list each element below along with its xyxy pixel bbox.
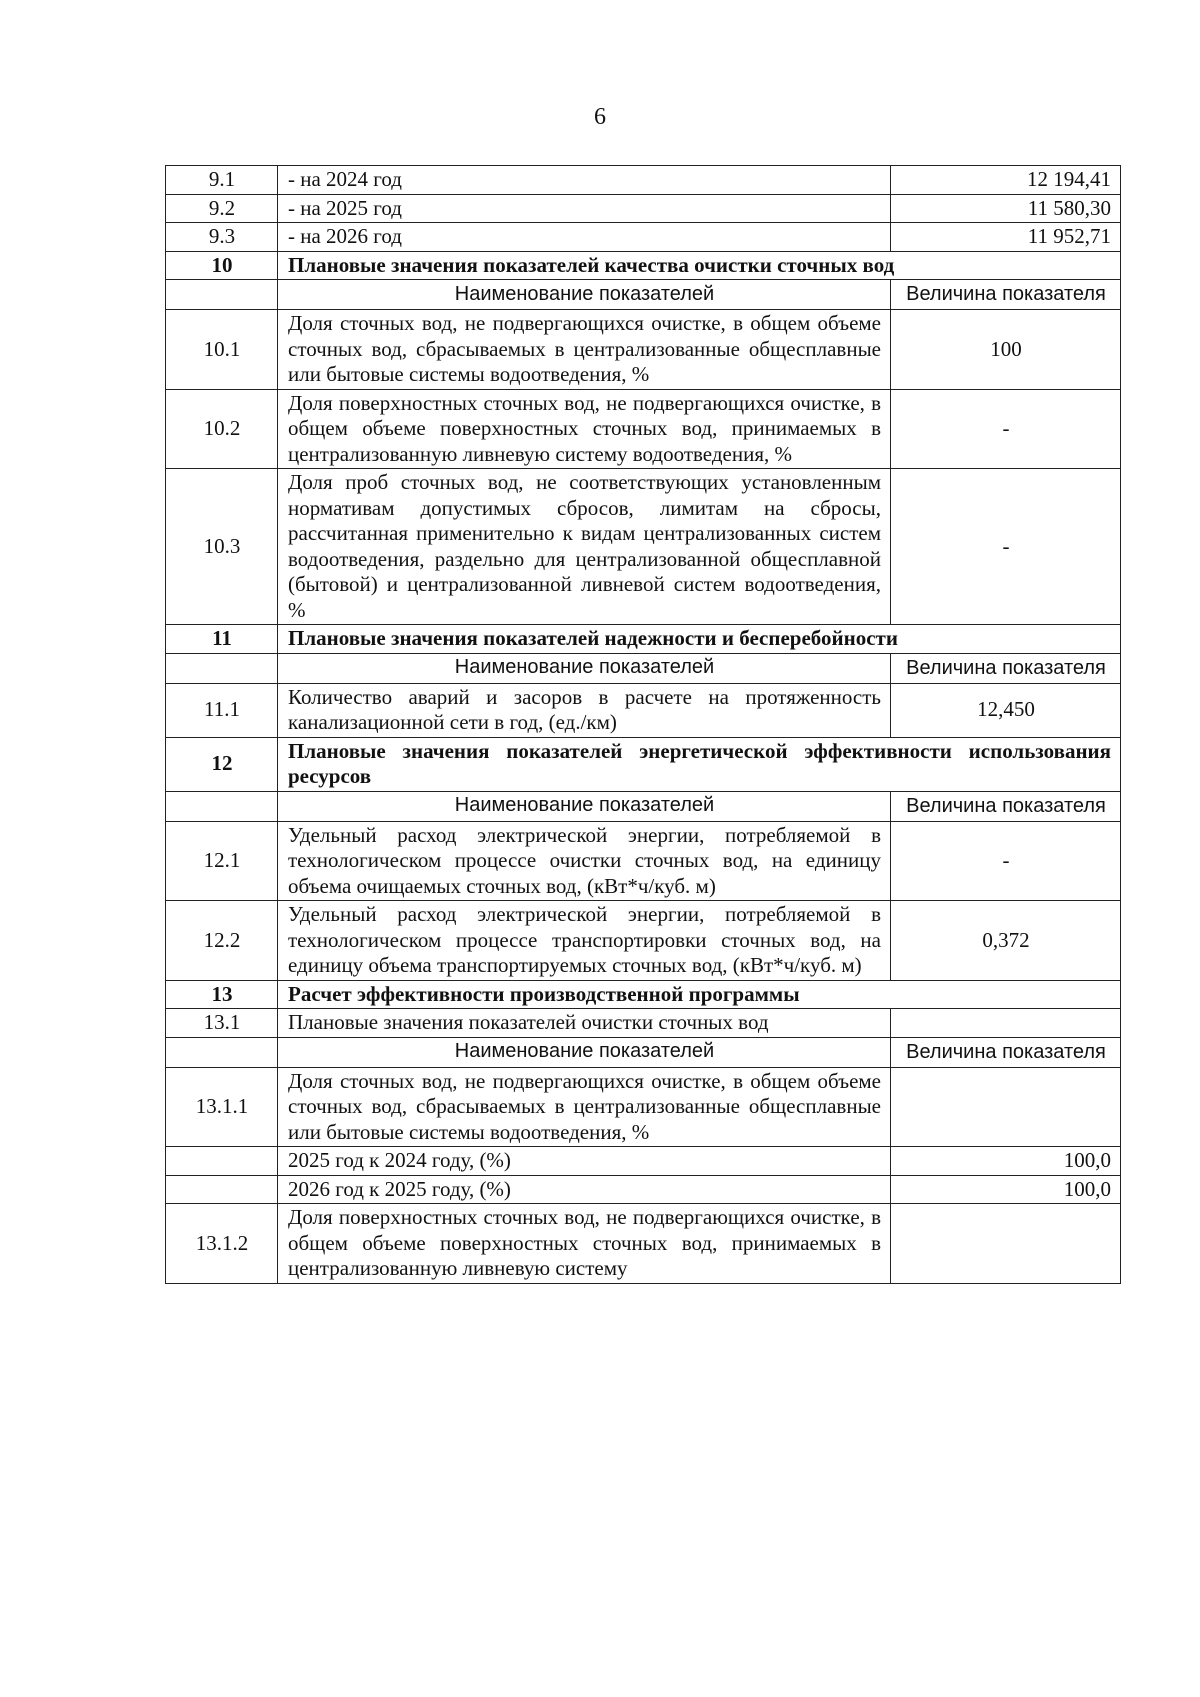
table-row (166, 1204, 1121, 1284)
indicator-name: - на 2026 год (278, 223, 891, 252)
table-row (166, 166, 1121, 195)
row-number: 12.1 (166, 821, 278, 901)
section-title: Плановые значения показателей энергетической эффективности использования ресурсов (278, 737, 1121, 791)
indicator-name: Доля сточных вод, не подвергающихся очистке, в общем объеме сточных вод, сбрасываемых в централизованные общесплавные или бытовые системы водоотведения, % (278, 1067, 891, 1147)
indicator-name: - на 2025 год (278, 194, 891, 223)
table-row (166, 310, 1121, 390)
row-number (166, 1175, 278, 1204)
indicator-name: Удельный расход электрической энергии, потребляемой в технологическом процессе транспортировки сточных вод, на единицу объема транспортируемых сточных вод, (кВт*ч/куб. м) (278, 901, 891, 981)
section-title: Расчет эффективности производственной программы (278, 980, 1121, 1009)
table-row (166, 469, 1121, 625)
indicator-value: - (891, 821, 1121, 901)
indicator-value: 12 194,41 (891, 166, 1121, 195)
indicators-table (165, 165, 1121, 1284)
header-value: Величина показателя (891, 280, 1121, 310)
row-number: 13.1.1 (166, 1067, 278, 1147)
table-row (166, 1175, 1121, 1204)
indicator-name: Количество аварий и засоров в расчете на протяженность канализационной сети в год, (ед./км) (278, 683, 891, 737)
indicator-value: 0,372 (891, 901, 1121, 981)
section-row (166, 737, 1121, 791)
indicator-value (891, 1067, 1121, 1147)
section-number: 10 (166, 251, 278, 280)
table-row (166, 1009, 1121, 1038)
indicator-value: 11 580,30 (891, 194, 1121, 223)
header-value: Величина показателя (891, 653, 1121, 683)
indicator-value: - (891, 469, 1121, 625)
row-number: 10.3 (166, 469, 278, 625)
indicator-value: 100,0 (891, 1175, 1121, 1204)
table-row (166, 389, 1121, 469)
column-header-row (166, 1037, 1121, 1067)
column-header-row (166, 791, 1121, 821)
header-name: Наименование показателей (278, 280, 891, 310)
section-title: Плановые значения показателей качества очистки сточных вод (278, 251, 1121, 280)
table-row (166, 1147, 1121, 1176)
row-number: 9.1 (166, 166, 278, 195)
indicator-value: 100,0 (891, 1147, 1121, 1176)
row-number: 13.1 (166, 1009, 278, 1038)
table-row (166, 194, 1121, 223)
column-header-row (166, 653, 1121, 683)
table-row (166, 901, 1121, 981)
row-number: 11.1 (166, 683, 278, 737)
header-value: Величина показателя (891, 791, 1121, 821)
section-row (166, 251, 1121, 280)
section-number: 11 (166, 625, 278, 654)
row-number: 10.1 (166, 310, 278, 390)
indicator-name: Доля проб сточных вод, не соответствующих установленным нормативам допустимых сбросов, лимитам на сбросы, рассчитанная применительно к видам централизованных систем водоотведения, раздельно для централизованной общесплавной (бытовой) и централизованной ливневой систем водоотведения, % (278, 469, 891, 625)
indicator-name: 2025 год к 2024 году, (%) (278, 1147, 891, 1176)
section-number: 12 (166, 737, 278, 791)
table-row (166, 683, 1121, 737)
indicator-value: 11 952,71 (891, 223, 1121, 252)
header-number-cell (166, 791, 278, 821)
section-row (166, 625, 1121, 654)
indicator-value: 100 (891, 310, 1121, 390)
header-name: Наименование показателей (278, 653, 891, 683)
indicator-name: Доля поверхностных сточных вод, не подвергающихся очистке, в общем объеме поверхностных сточных вод, принимаемых в централизованную ливневую систему (278, 1204, 891, 1284)
header-number-cell (166, 280, 278, 310)
table-row (166, 1067, 1121, 1147)
indicator-value: - (891, 389, 1121, 469)
header-number-cell (166, 653, 278, 683)
indicator-name: 2026 год к 2025 году, (%) (278, 1175, 891, 1204)
indicator-value (891, 1204, 1121, 1284)
header-name: Наименование показателей (278, 791, 891, 821)
indicator-name: Доля сточных вод, не подвергающихся очистке, в общем объеме сточных вод, сбрасываемых в централизованные общесплавные или бытовые системы водоотведения, % (278, 310, 891, 390)
section-row (166, 980, 1121, 1009)
indicator-value (891, 1009, 1121, 1038)
row-number: 9.3 (166, 223, 278, 252)
table-row (166, 821, 1121, 901)
table-row (166, 223, 1121, 252)
indicator-name: Доля поверхностных сточных вод, не подвергающихся очистке, в общем объеме поверхностных сточных вод, принимаемых в централизованную ливневую систему водоотведения, % (278, 389, 891, 469)
column-header-row (166, 280, 1121, 310)
header-name: Наименование показателей (278, 1037, 891, 1067)
row-number: 10.2 (166, 389, 278, 469)
indicator-value: 12,450 (891, 683, 1121, 737)
header-value: Величина показателя (891, 1037, 1121, 1067)
section-title: Плановые значения показателей надежности и бесперебойности (278, 625, 1121, 654)
row-number (166, 1147, 278, 1176)
indicator-name: Плановые значения показателей очистки сточных вод (278, 1009, 891, 1038)
indicator-name: Удельный расход электрической энергии, потребляемой в технологическом процессе очистки сточных вод, на единицу объема очищаемых сточных вод, (кВт*ч/куб. м) (278, 821, 891, 901)
page-number: 6 (594, 104, 606, 130)
indicators-table-body (166, 166, 1121, 1284)
header-number-cell (166, 1037, 278, 1067)
row-number: 9.2 (166, 194, 278, 223)
section-number: 13 (166, 980, 278, 1009)
row-number: 12.2 (166, 901, 278, 981)
row-number: 13.1.2 (166, 1204, 278, 1284)
indicator-name: - на 2024 год (278, 166, 891, 195)
